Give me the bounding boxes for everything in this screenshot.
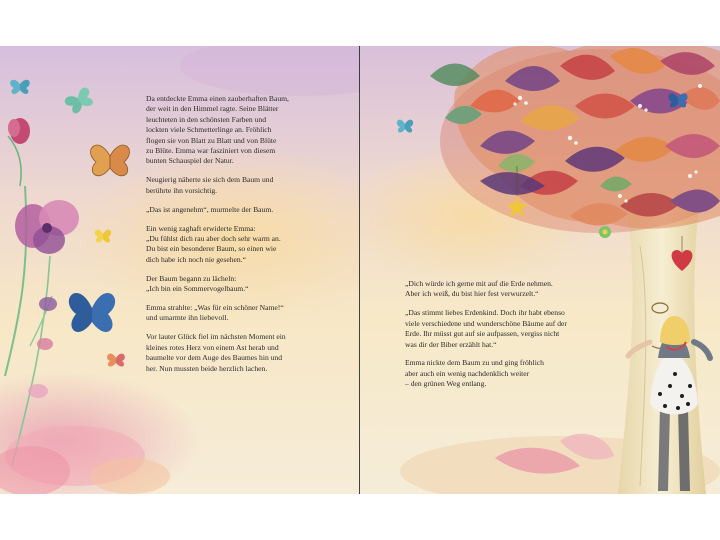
story-paragraph: „Das stimmt liebes Erdenkind. Doch ihr habt ebenso viele verschiedene und wunderschöne Bäume auf der Erde. Ihr müsst gut auf sie aufpassen, vergiss nicht was dir der Biber erzählt hat.“ [405,308,567,349]
book-spread [0,46,720,494]
spread-illustration [0,46,720,494]
right-page-text [405,279,601,398]
story-paragraph: Da entdeckte Emma einen zauberhaften Baum, der weit in den Himmel ragte. Seine Blätter leuchteten in den schönsten Farben und lockten viele Schmetterlinge an. Fröhlich flogen sie von Blatt zu Blatt und von Blüte zu Blüte. Emma war fasziniert von diesem bunten Schauspiel der Natur. [146,94,289,166]
story-paragraph: Vor lauter Glück fiel im nächsten Moment ein kleines rotes Herz von einem Ast herab und baumelte vor dem Auge des Baumes hin und her. Nun mussten beide herzlich lachen. [146,332,286,373]
story-paragraph: Ein wenig zaghaft erwiderte Emma: „Du fühlst dich rau aber doch sehr warm an. Du bist ein besonderer Baum, so einen wie dich habe ich noch nie gesehen.“ [146,223,281,264]
story-paragraph: Emma nickte dem Baum zu und ging fröhlich aber auch ein wenig nachdenklich weiter – den grünen Weg entlang. [405,358,544,389]
story-paragraph: „Dich würde ich gerne mit auf die Erde nehmen. Aber ich weiß, du bist hier fest verwurzelt.“ [405,279,553,299]
left-page-text [146,94,318,382]
story-paragraph: Emma strahlte: „Was für ein schöner Name!“ und umarmte ihn liebevoll. [146,303,284,323]
story-paragraph: Neugierig näherte sie sich dem Baum und berührte ihn vorsichtig. [146,175,274,195]
story-paragraph: „Das ist angenehm“, murmelte der Baum. [146,204,274,214]
book-gutter [359,46,360,494]
story-paragraph: Der Baum begann zu lächeln: „Ich bin ein Sommervogelbaum.“ [146,273,249,294]
